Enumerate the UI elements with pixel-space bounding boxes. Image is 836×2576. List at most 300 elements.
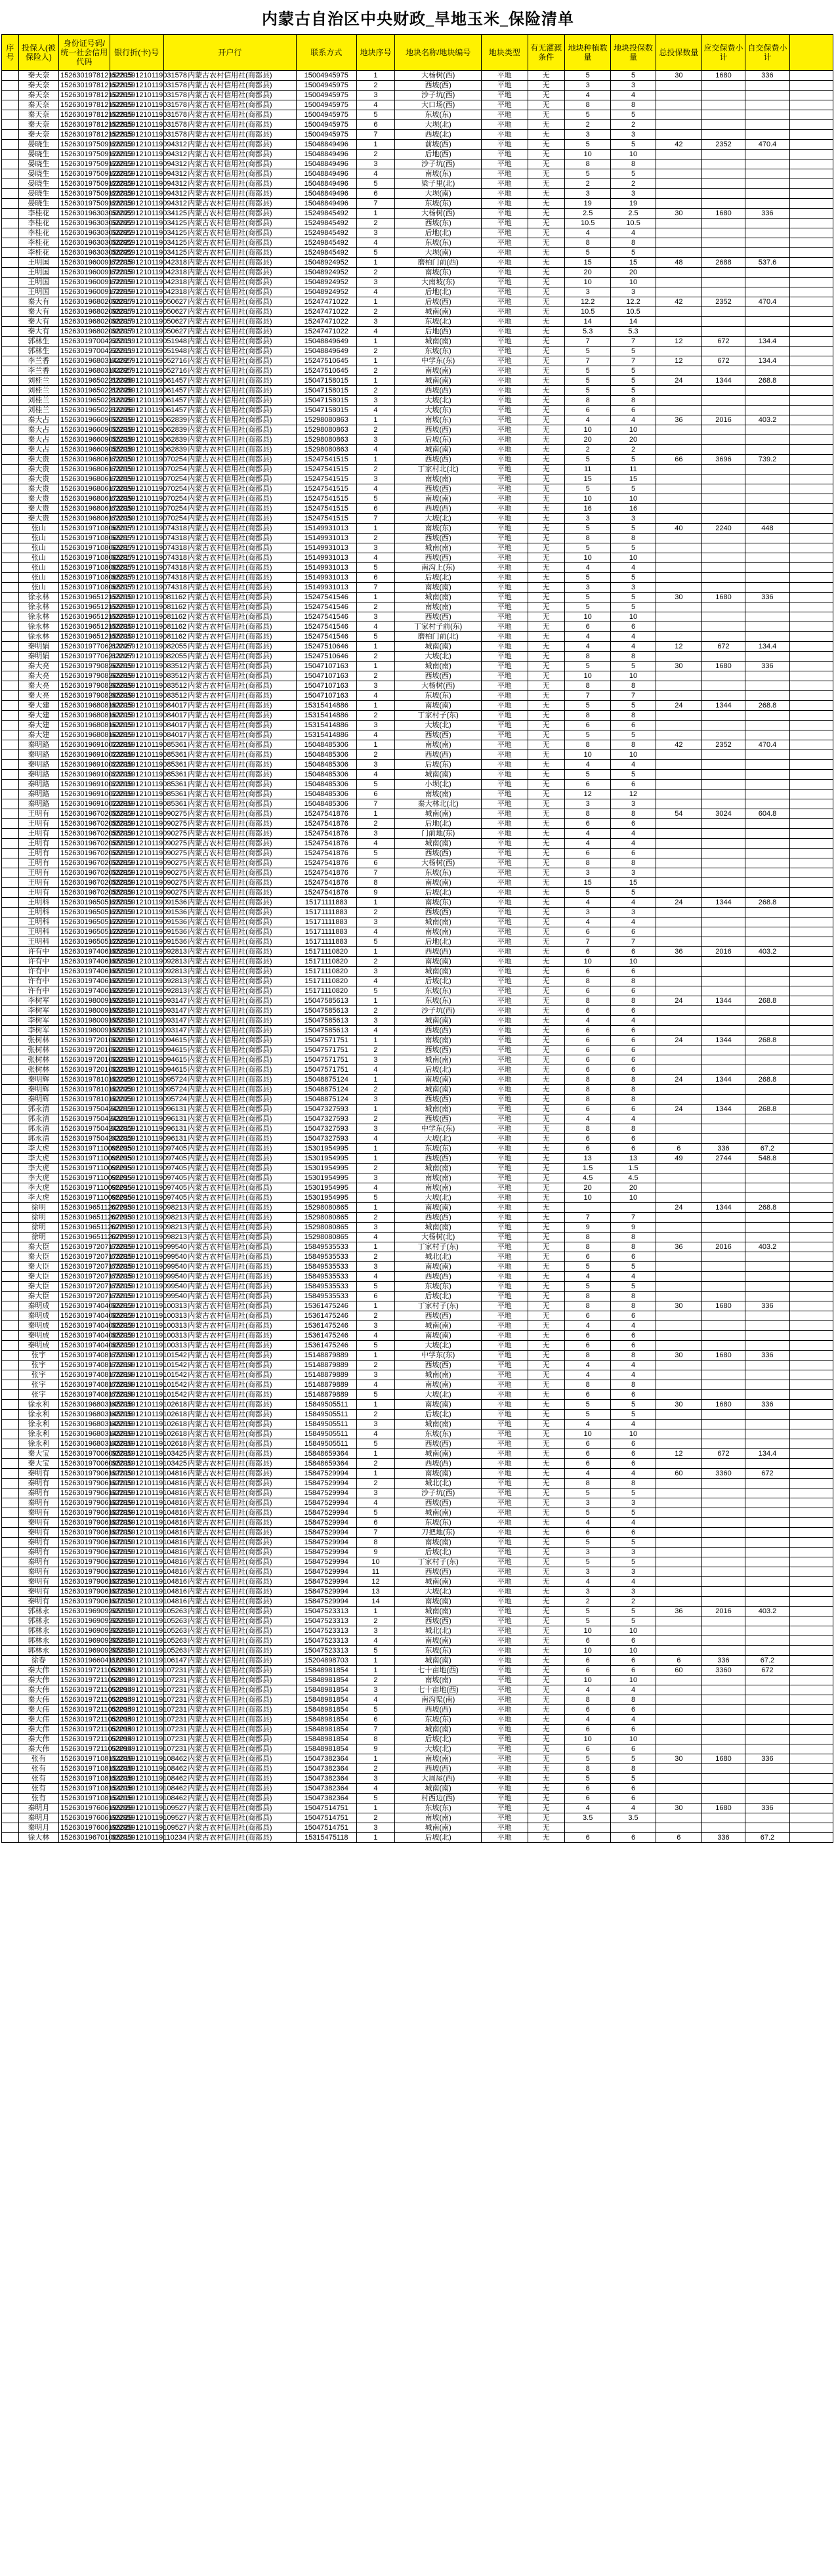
table-cell: 无	[528, 1203, 564, 1213]
table-cell	[790, 602, 833, 612]
table-cell: 15849505511	[296, 1410, 356, 1420]
table-cell: 无	[528, 1380, 564, 1390]
table-cell: 152630196702055013	[58, 839, 110, 849]
table-cell: 8	[564, 1292, 611, 1301]
table-cell: 4	[564, 642, 611, 652]
table-cell: 67.2	[745, 1833, 789, 1843]
table-cell: 24	[656, 376, 702, 386]
table-cell: 平地	[481, 534, 528, 543]
table-cell: 大坡(北)	[395, 721, 482, 730]
table-cell: 6229591210119092813	[110, 977, 163, 986]
table-cell	[790, 258, 833, 268]
table-cell: 8	[611, 100, 656, 110]
table-cell: 城南(南)	[395, 1577, 482, 1587]
table-cell	[702, 465, 745, 475]
table-cell	[656, 543, 702, 553]
table-cell: 内蒙古农村信用社(商都县)	[163, 465, 296, 475]
table-cell: 许有中	[18, 947, 58, 957]
table-cell: 15848659364	[296, 1449, 356, 1459]
table-cell: 内蒙古农村信用社(商都县)	[163, 1695, 296, 1705]
table-cell: 152630196702055013	[58, 829, 110, 839]
table-cell	[790, 1646, 833, 1656]
table-cell: 南沟渠(南)	[395, 1695, 482, 1705]
table-cell: 无	[528, 455, 564, 465]
table-cell: 秦天奈	[18, 81, 58, 91]
table-cell: 城南(南)	[395, 445, 482, 455]
table-cell: 无	[528, 219, 564, 228]
table-cell	[656, 1085, 702, 1095]
table-cell	[2, 209, 19, 219]
table-cell: 1	[356, 1656, 395, 1666]
table-cell: 4	[611, 228, 656, 238]
table-cell: 4	[564, 1016, 611, 1026]
table-cell: 无	[528, 514, 564, 524]
table-cell	[702, 730, 745, 740]
table-cell: 152630196609055018	[58, 425, 110, 435]
table-cell	[656, 81, 702, 91]
table-cell: 平地	[481, 799, 528, 809]
table-cell: 10	[564, 612, 611, 622]
table-cell: 无	[528, 396, 564, 406]
table-cell: 无	[528, 1607, 564, 1616]
table-cell	[745, 91, 789, 100]
table-cell: 6229591210119099540	[110, 1272, 163, 1282]
table-cell: 秦天奈	[18, 71, 58, 81]
table-cell: 5	[356, 494, 395, 504]
table-cell: 6229591210119094312	[110, 189, 163, 199]
table-cell: 内蒙古农村信用社(商都县)	[163, 780, 296, 790]
table-cell	[790, 1666, 833, 1676]
table-cell: 5	[611, 701, 656, 711]
table-cell: 无	[528, 199, 564, 209]
table-cell: 6229591210119081162	[110, 593, 163, 602]
table-cell: 8	[564, 238, 611, 248]
table-cell: 12	[656, 642, 702, 652]
table-cell: 平地	[481, 730, 528, 740]
table-row	[2, 1420, 833, 1429]
table-cell: 南坡(南)	[395, 740, 482, 750]
table-cell: 2	[611, 445, 656, 455]
table-cell: 6229591210119102618	[110, 1439, 163, 1449]
table-cell: 西坡(西)	[395, 730, 482, 740]
table-cell: 内蒙古农村信用社(商都县)	[163, 1459, 296, 1469]
table-cell: 秦天奈	[18, 110, 58, 120]
table-cell	[790, 918, 833, 927]
table-cell: 5	[611, 1282, 656, 1292]
table-cell	[790, 376, 833, 386]
table-cell: 平地	[481, 1045, 528, 1055]
table-row	[2, 1262, 833, 1272]
table-cell: 无	[528, 1055, 564, 1065]
table-cell: 3360	[702, 1469, 745, 1479]
table-cell	[790, 1085, 833, 1095]
table-row	[2, 1449, 833, 1459]
table-cell	[2, 760, 19, 770]
table-cell	[702, 1508, 745, 1518]
table-cell: 无	[528, 790, 564, 799]
table-cell: 王明有	[18, 868, 58, 878]
table-cell: 无	[528, 602, 564, 612]
table-cell	[790, 819, 833, 829]
table-cell	[656, 1380, 702, 1390]
table-cell	[2, 1577, 19, 1587]
table-cell: 李桂花	[18, 238, 58, 248]
table-cell	[790, 957, 833, 967]
table-cell: 6	[356, 858, 395, 868]
table-cell	[745, 396, 789, 406]
table-cell	[745, 475, 789, 484]
table-cell: 15047158015	[296, 406, 356, 415]
table-cell: 内蒙古农村信用社(商都县)	[163, 681, 296, 691]
table-cell: 南坡(南)	[395, 1754, 482, 1764]
table-cell: 6229591210119034125	[110, 248, 163, 258]
table-cell: 无	[528, 484, 564, 494]
table-cell	[656, 347, 702, 356]
table-cell: 内蒙古农村信用社(商都县)	[163, 888, 296, 898]
table-cell: 秦大建	[18, 701, 58, 711]
table-cell: 秦明月	[18, 1823, 58, 1833]
table-cell: 4	[564, 415, 611, 425]
table-cell: 王明科	[18, 918, 58, 927]
table-cell: 3696	[702, 455, 745, 465]
table-cell: 4	[356, 1498, 395, 1508]
table-cell	[656, 1311, 702, 1321]
table-cell: 19	[611, 199, 656, 209]
table-cell	[702, 1557, 745, 1567]
table-cell	[2, 1045, 19, 1055]
table-cell: 15848981854	[296, 1725, 356, 1735]
table-cell: 30	[656, 1301, 702, 1311]
table-cell: 平地	[481, 809, 528, 819]
table-cell: 平地	[481, 1292, 528, 1301]
table-cell	[790, 967, 833, 977]
table-cell: 郭永清	[18, 1134, 58, 1144]
table-cell: 无	[528, 169, 564, 179]
table-cell	[2, 120, 19, 130]
table-row	[2, 258, 833, 268]
table-cell: 1	[356, 1105, 395, 1114]
table-cell: 5	[611, 1754, 656, 1764]
table-cell: 秦明成	[18, 1321, 58, 1331]
table-cell	[2, 563, 19, 573]
table-cell: 4	[564, 1114, 611, 1124]
table-cell: 4	[564, 632, 611, 642]
table-cell	[656, 1016, 702, 1026]
table-cell: 平地	[481, 1725, 528, 1735]
table-cell: 6229591210119107231	[110, 1676, 163, 1685]
table-cell	[656, 1223, 702, 1233]
table-row	[2, 1479, 833, 1489]
table-row	[2, 327, 833, 337]
table-cell	[790, 1508, 833, 1518]
table-cell: 5	[611, 1774, 656, 1784]
table-cell: 2	[564, 120, 611, 130]
table-cell: 内蒙古农村信用社(商都县)	[163, 740, 296, 750]
table-cell: 24	[656, 996, 702, 1006]
table-cell: 11	[611, 465, 656, 475]
table-cell: 1680	[702, 1351, 745, 1361]
table-cell	[656, 868, 702, 878]
table-cell: 徐永林	[18, 602, 58, 612]
table-cell: 张山	[18, 583, 58, 593]
table-cell: 平地	[481, 209, 528, 219]
table-cell: 8	[564, 711, 611, 721]
table-cell: 无	[528, 445, 564, 455]
table-cell	[790, 1685, 833, 1695]
table-cell: 4	[564, 898, 611, 908]
table-cell: 城南(南)	[395, 307, 482, 317]
table-cell	[2, 307, 19, 317]
table-cell: 西坡(西)	[395, 750, 482, 760]
table-cell: 平地	[481, 1449, 528, 1459]
table-cell: 5	[564, 386, 611, 396]
table-cell: 内蒙古农村信用社(商都县)	[163, 908, 296, 918]
table-cell: 152630197908265019	[58, 671, 110, 681]
table-cell: 南坡(南)	[395, 1597, 482, 1607]
table-cell: 无	[528, 534, 564, 543]
table-cell: 6	[564, 1036, 611, 1045]
table-cell: 李兰香	[18, 366, 58, 376]
table-cell: 平地	[481, 1715, 528, 1725]
table-cell: 4	[356, 1429, 395, 1439]
table-cell	[790, 1164, 833, 1173]
table-cell: 2	[356, 1311, 395, 1321]
table-cell: 24	[656, 1036, 702, 1045]
table-cell: 15048849649	[296, 347, 356, 356]
table-cell: 4	[564, 1469, 611, 1479]
table-cell	[745, 691, 789, 701]
table-cell: 平地	[481, 150, 528, 159]
table-cell	[656, 1715, 702, 1725]
table-cell	[2, 1725, 19, 1735]
table-cell: 6229591210119099540	[110, 1262, 163, 1272]
table-cell	[2, 1351, 19, 1361]
table-cell: 8	[564, 159, 611, 169]
table-cell: 10	[611, 1193, 656, 1203]
table-cell: 15204898703	[296, 1656, 356, 1666]
table-cell: 1	[356, 1754, 395, 1764]
table-cell	[790, 1626, 833, 1636]
table-cell	[702, 1045, 745, 1055]
table-cell	[745, 1794, 789, 1804]
table-cell: 内蒙古农村信用社(商都县)	[163, 504, 296, 514]
table-cell: 无	[528, 1331, 564, 1341]
table-cell: 6	[564, 1331, 611, 1341]
table-cell: 3	[611, 868, 656, 878]
table-cell	[702, 1676, 745, 1685]
table-cell: 无	[528, 770, 564, 780]
table-cell	[2, 219, 19, 228]
table-cell	[656, 1095, 702, 1105]
table-cell	[656, 1597, 702, 1607]
table-cell: 4	[611, 1469, 656, 1479]
table-cell	[656, 957, 702, 967]
table-cell: 152630197906107019	[58, 1548, 110, 1557]
table-cell: 67.2	[745, 1656, 789, 1666]
table-cell: 平地	[481, 1272, 528, 1282]
table-cell: 2.5	[611, 209, 656, 219]
table-cell: 6229591210119074318	[110, 543, 163, 553]
table-cell	[745, 534, 789, 543]
table-cell: 4	[611, 918, 656, 927]
table-cell: 无	[528, 1794, 564, 1804]
table-cell: 8	[564, 681, 611, 691]
table-cell: 内蒙古农村信用社(商都县)	[163, 790, 296, 799]
table-cell: 672	[702, 642, 745, 652]
table-cell	[790, 100, 833, 110]
table-cell: 15047571751	[296, 1045, 356, 1055]
table-cell: 内蒙古农村信用社(商都县)	[163, 81, 296, 91]
table-cell: 无	[528, 1538, 564, 1548]
table-cell: 6229591210119101542	[110, 1361, 163, 1370]
table-cell: 15361475246	[296, 1301, 356, 1311]
table-cell: 152630196910023018	[58, 750, 110, 760]
table-cell: 7	[564, 691, 611, 701]
table-cell	[745, 612, 789, 622]
table-cell: 152630197207175015	[58, 1272, 110, 1282]
table-cell: 晏晓生	[18, 199, 58, 209]
table-cell: 5	[611, 543, 656, 553]
table-cell: 王明有	[18, 878, 58, 888]
table-cell	[2, 1636, 19, 1646]
table-cell: 平地	[481, 1528, 528, 1538]
table-cell: 6	[611, 1311, 656, 1321]
table-body	[2, 71, 833, 1843]
table-cell: 152630197906107019	[58, 1557, 110, 1567]
table-cell: 平地	[481, 1223, 528, 1233]
table-cell	[745, 888, 789, 898]
table-cell: 336	[745, 1804, 789, 1813]
table-cell: 4	[611, 91, 656, 100]
table-cell: 平地	[481, 199, 528, 209]
table-cell	[745, 1390, 789, 1400]
table-cell	[2, 386, 19, 396]
table-cell: 8	[611, 1351, 656, 1361]
table-row	[2, 140, 833, 150]
table-cell	[790, 1262, 833, 1272]
table-cell: 6229591210119085361	[110, 750, 163, 760]
table-cell	[656, 1498, 702, 1508]
table-cell: 1	[356, 996, 395, 1006]
table-row	[2, 730, 833, 740]
table-cell: 6229591210119099540	[110, 1242, 163, 1252]
table-cell: 4	[356, 730, 395, 740]
table-cell	[2, 622, 19, 632]
table-cell: 内蒙古农村信用社(商都县)	[163, 415, 296, 425]
table-cell: 5	[564, 347, 611, 356]
table-cell	[702, 1774, 745, 1784]
table-cell	[745, 760, 789, 770]
table-cell: 152630197406185013	[58, 986, 110, 996]
table-cell: 6229591210119099540	[110, 1292, 163, 1301]
table-cell	[2, 159, 19, 169]
table-cell	[745, 602, 789, 612]
table-cell	[702, 386, 745, 396]
table-cell: 1344	[702, 1036, 745, 1045]
table-cell	[790, 238, 833, 248]
table-cell: 秦明有	[18, 1548, 58, 1557]
table-cell: 12.2	[564, 297, 611, 307]
table-row	[2, 475, 833, 484]
table-row	[2, 1646, 833, 1656]
table-cell: 内蒙古农村信用社(商都县)	[163, 150, 296, 159]
table-cell: 4	[611, 760, 656, 770]
table-cell: 内蒙古农村信用社(商都县)	[163, 878, 296, 888]
table-row	[2, 681, 833, 691]
table-cell: 4	[611, 1577, 656, 1587]
table-cell	[656, 612, 702, 622]
table-cell: 15048849496	[296, 140, 356, 150]
table-cell: 4	[356, 100, 395, 110]
table-cell: 内蒙古农村信用社(商都县)	[163, 1016, 296, 1026]
table-cell	[2, 494, 19, 504]
table-cell	[2, 1341, 19, 1351]
table-cell: 6229591210119082055	[110, 642, 163, 652]
table-cell: 15047327593	[296, 1124, 356, 1134]
table-cell	[790, 632, 833, 642]
table-row	[2, 1380, 833, 1390]
table-cell: 秦明有	[18, 1567, 58, 1577]
table-cell: 3	[356, 1173, 395, 1183]
table-cell	[745, 681, 789, 691]
table-cell	[656, 671, 702, 681]
table-cell: 5	[564, 71, 611, 81]
table-cell: 152630197004235011	[58, 347, 110, 356]
table-cell: 10.5	[564, 219, 611, 228]
table-cell: 15171110820	[296, 947, 356, 957]
table-cell	[656, 1026, 702, 1036]
table-cell: 1	[356, 1400, 395, 1410]
table-cell: 152630197406185013	[58, 947, 110, 957]
table-cell: 8	[564, 1351, 611, 1361]
table-cell: 15847529994	[296, 1587, 356, 1597]
table-cell: 6	[611, 1055, 656, 1065]
table-cell	[2, 435, 19, 445]
table-cell: 王明科	[18, 927, 58, 937]
table-cell: 无	[528, 317, 564, 327]
table-cell: 7	[356, 199, 395, 209]
table-cell: 东坡(东)	[395, 1429, 482, 1439]
table-cell: 2	[356, 602, 395, 612]
table-cell: 后地(北)	[395, 937, 482, 947]
table-cell: 152630196505125013	[58, 937, 110, 947]
table-cell: 城南(南)	[395, 1370, 482, 1380]
table-cell: 秦大亮	[18, 681, 58, 691]
table-cell: 李大虎	[18, 1193, 58, 1203]
table-cell	[2, 376, 19, 386]
table-cell: 30	[656, 1754, 702, 1764]
table-cell: 内蒙古农村信用社(商都县)	[163, 858, 296, 868]
table-cell	[2, 1085, 19, 1095]
table-row	[2, 1813, 833, 1823]
table-cell: 6229591210119098213	[110, 1233, 163, 1242]
table-cell: 15047382364	[296, 1794, 356, 1804]
table-cell	[790, 140, 833, 150]
table-cell: 平地	[481, 563, 528, 573]
table-cell: 1	[356, 1804, 395, 1813]
table-cell: 2	[564, 179, 611, 189]
table-cell: 15047585613	[296, 1006, 356, 1016]
table-cell: 15047107163	[296, 691, 356, 701]
table-cell: 1	[356, 356, 395, 366]
table-cell: 8	[564, 996, 611, 1006]
table-cell: 6229591210119104816	[110, 1538, 163, 1548]
table-cell: 6229591210119090275	[110, 888, 163, 898]
table-cell	[745, 1784, 789, 1794]
table-cell	[2, 612, 19, 622]
table-cell: 152630196806173019	[58, 475, 110, 484]
table-cell	[790, 475, 833, 484]
